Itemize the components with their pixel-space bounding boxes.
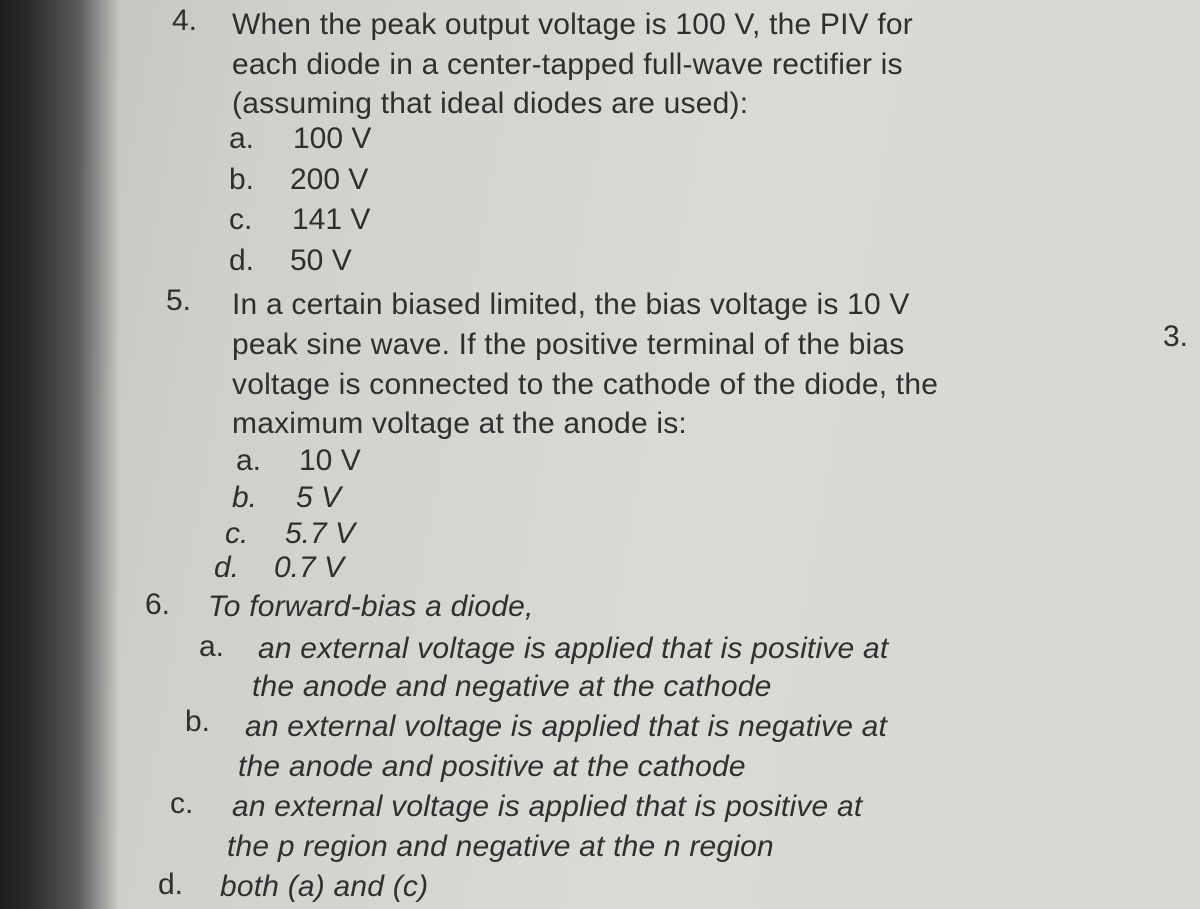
question-number: 5. xyxy=(166,284,192,317)
margin-question-number: 3. xyxy=(1162,320,1188,353)
question-text-line: peak sine wave. If the positive terminal of the bias xyxy=(232,328,905,361)
question-text-line: maximum voltage at the anode is: xyxy=(232,407,687,440)
question-stem: To forward-bias a diode, xyxy=(208,590,534,623)
question-text-line: voltage is connected to the cathode of the diode, the xyxy=(232,368,939,401)
option-text: 5.7 V xyxy=(285,517,356,550)
option-text: 100 V xyxy=(293,122,372,155)
option-text-line: the p region and negative at the n region xyxy=(227,830,774,863)
question-number: 4. xyxy=(172,4,198,37)
option-letter: c. xyxy=(229,203,253,236)
option-text-line: an external voltage is applied that is negative at xyxy=(245,710,888,743)
page-edge-shadow xyxy=(0,0,120,909)
option-letter: c. xyxy=(225,517,249,550)
option-letter: a. xyxy=(236,444,262,477)
option-text: 5 V xyxy=(296,481,342,514)
option-letter: d. xyxy=(229,244,255,277)
option-text: 200 V xyxy=(290,163,369,196)
option-letter: a. xyxy=(229,122,255,155)
option-text-line: an external voltage is applied that is positive at xyxy=(232,790,863,823)
option-letter: d. xyxy=(158,868,184,901)
option-letter: d. xyxy=(214,551,240,584)
option-text-line: the anode and negative at the cathode xyxy=(252,670,772,703)
question-text-line: In a certain biased limited, the bias voltage is 10 V xyxy=(232,288,910,321)
option-text-line: the anode and positive at the cathode xyxy=(238,750,746,783)
option-text: 0.7 V xyxy=(274,551,345,584)
question-text-line: (assuming that ideal diodes are used): xyxy=(232,87,749,120)
option-letter: a. xyxy=(199,630,225,663)
option-text-line: an external voltage is applied that is positive at xyxy=(258,632,889,665)
option-text-line: both (a) and (c) xyxy=(220,870,429,903)
question-text-line: each diode in a center-tapped full-wave rectifier is xyxy=(232,48,903,81)
question-text-line: When the peak output voltage is 100 V, the PIV for xyxy=(232,8,914,41)
option-letter: b. xyxy=(185,705,211,738)
option-letter: c. xyxy=(170,787,194,820)
option-letter: b. xyxy=(232,481,258,514)
option-text: 50 V xyxy=(290,244,352,277)
option-text: 141 V xyxy=(292,203,371,236)
question-number: 6. xyxy=(145,588,171,621)
option-letter: b. xyxy=(229,163,255,196)
option-text: 10 V xyxy=(299,444,361,477)
